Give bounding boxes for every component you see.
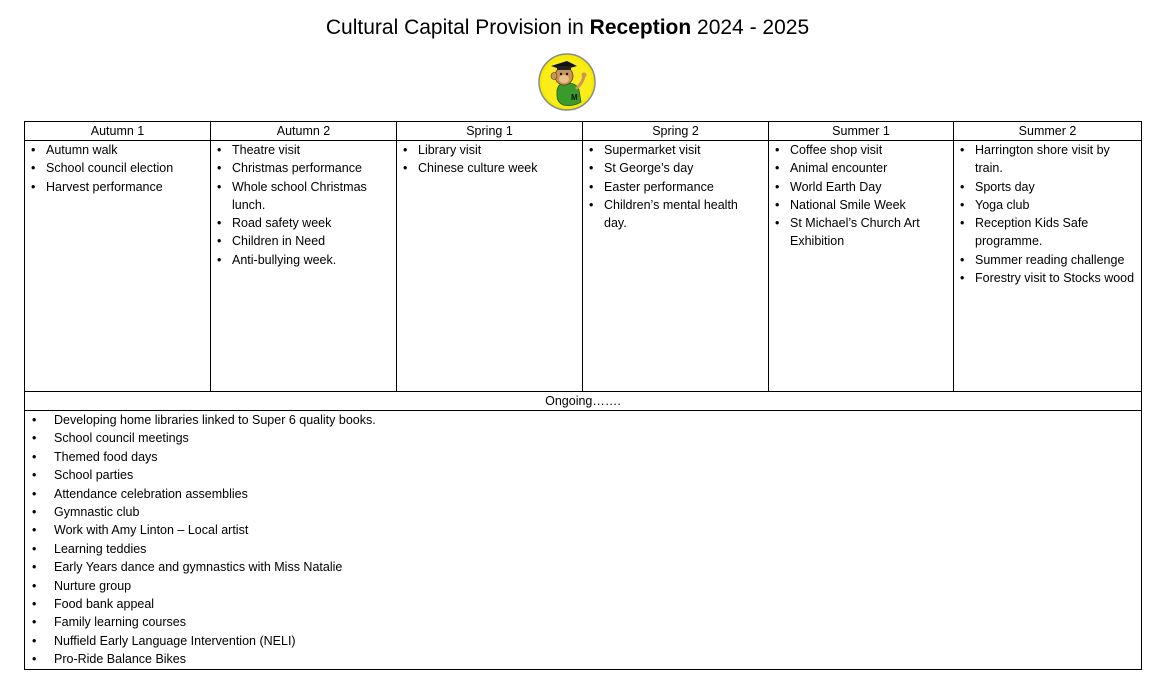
term-cell-spring-2 [583, 141, 769, 392]
list-item: • Themed food days [25, 448, 1141, 466]
term-list [25, 141, 210, 196]
term-cell-summer-2 [954, 141, 1142, 392]
list-item: • Children’s mental health day. [583, 196, 764, 233]
list-item: • Easter performance [583, 178, 764, 196]
term-items-row [25, 141, 1142, 392]
list-item: • School council meetings [25, 429, 1141, 447]
ongoing-cell [25, 411, 1142, 670]
list-item: • Work with Amy Linton – Local artist [25, 521, 1141, 539]
list-item: • Nuffield Early Language Intervention (NELI) [25, 632, 1141, 650]
list-item: • Attendance celebration assemblies [25, 485, 1141, 503]
list-item: • School council election [25, 159, 206, 177]
list-item: • St George’s day [583, 159, 764, 177]
school-mascot-logo [537, 52, 597, 112]
list-item: • National Smile Week [769, 196, 949, 214]
list-item: • Sports day [954, 178, 1137, 196]
term-header-spring-2: Spring 2 [583, 122, 769, 141]
list-item: • Food bank appeal [25, 595, 1141, 613]
term-header-summer-2: Summer 2 [954, 122, 1142, 141]
term-cell-summer-1 [769, 141, 954, 392]
list-item: • Gymnastic club [25, 503, 1141, 521]
list-item: • Supermarket visit [583, 141, 764, 159]
list-item: • Pro-Ride Balance Bikes [25, 650, 1141, 668]
list-item: • Reception Kids Safe programme. [954, 214, 1137, 251]
mascot-icon [537, 52, 597, 112]
list-item: • Theatre visit [211, 141, 392, 159]
term-list [769, 141, 953, 251]
ongoing-label: Ongoing……. [25, 392, 1142, 411]
list-item: • Harvest performance [25, 178, 206, 196]
list-item: • St Michael’s Church Art Exhibition [769, 214, 949, 251]
ongoing-list [25, 411, 1141, 669]
page-title [0, 14, 1135, 42]
list-item: • Family learning courses [25, 613, 1141, 631]
title-suffix: 2024 - 2025 [691, 16, 810, 39]
ongoing-header-row [25, 392, 1142, 411]
term-list [397, 141, 582, 178]
list-item: • Children in Need [211, 232, 392, 250]
list-item: • Autumn walk [25, 141, 206, 159]
list-item: • Animal encounter [769, 159, 949, 177]
list-item: • Harrington shore visit by train. [954, 141, 1137, 178]
list-item: • Christmas performance [211, 159, 392, 177]
term-list [583, 141, 768, 232]
list-item: • Road safety week [211, 214, 392, 232]
term-list [954, 141, 1141, 287]
provision-table [24, 121, 1142, 670]
title-bold: Reception [589, 16, 692, 39]
title-prefix: Cultural Capital Provision in [325, 16, 590, 39]
term-header-spring-1: Spring 1 [397, 122, 583, 141]
list-item: • Coffee shop visit [769, 141, 949, 159]
term-list [211, 141, 396, 269]
list-item: • Chinese culture week [397, 159, 578, 177]
term-cell-spring-1 [397, 141, 583, 392]
term-header-row [25, 122, 1142, 141]
term-cell-autumn-1 [25, 141, 211, 392]
list-item: • Summer reading challenge [954, 251, 1137, 269]
list-item: • Developing home libraries linked to Super 6 quality books. [25, 411, 1141, 429]
list-item: • Learning teddies [25, 540, 1141, 558]
term-cell-autumn-2 [211, 141, 397, 392]
list-item: • Forestry visit to Stocks wood [954, 269, 1137, 287]
term-header-summer-1: Summer 1 [769, 122, 954, 141]
list-item: • Yoga club [954, 196, 1137, 214]
list-item: • Early Years dance and gymnastics with Miss Natalie [25, 558, 1141, 576]
list-item: • Whole school Christmas lunch. [211, 178, 392, 215]
list-item: • World Earth Day [769, 178, 949, 196]
list-item: • Library visit [397, 141, 578, 159]
ongoing-items-row [25, 411, 1142, 670]
svg-text:M: M [571, 93, 578, 102]
list-item: • Nurture group [25, 577, 1141, 595]
term-header-autumn-2: Autumn 2 [211, 122, 397, 141]
list-item: • Anti-bullying week. [211, 251, 392, 269]
list-item: • School parties [25, 466, 1141, 484]
term-header-autumn-1: Autumn 1 [25, 122, 211, 141]
